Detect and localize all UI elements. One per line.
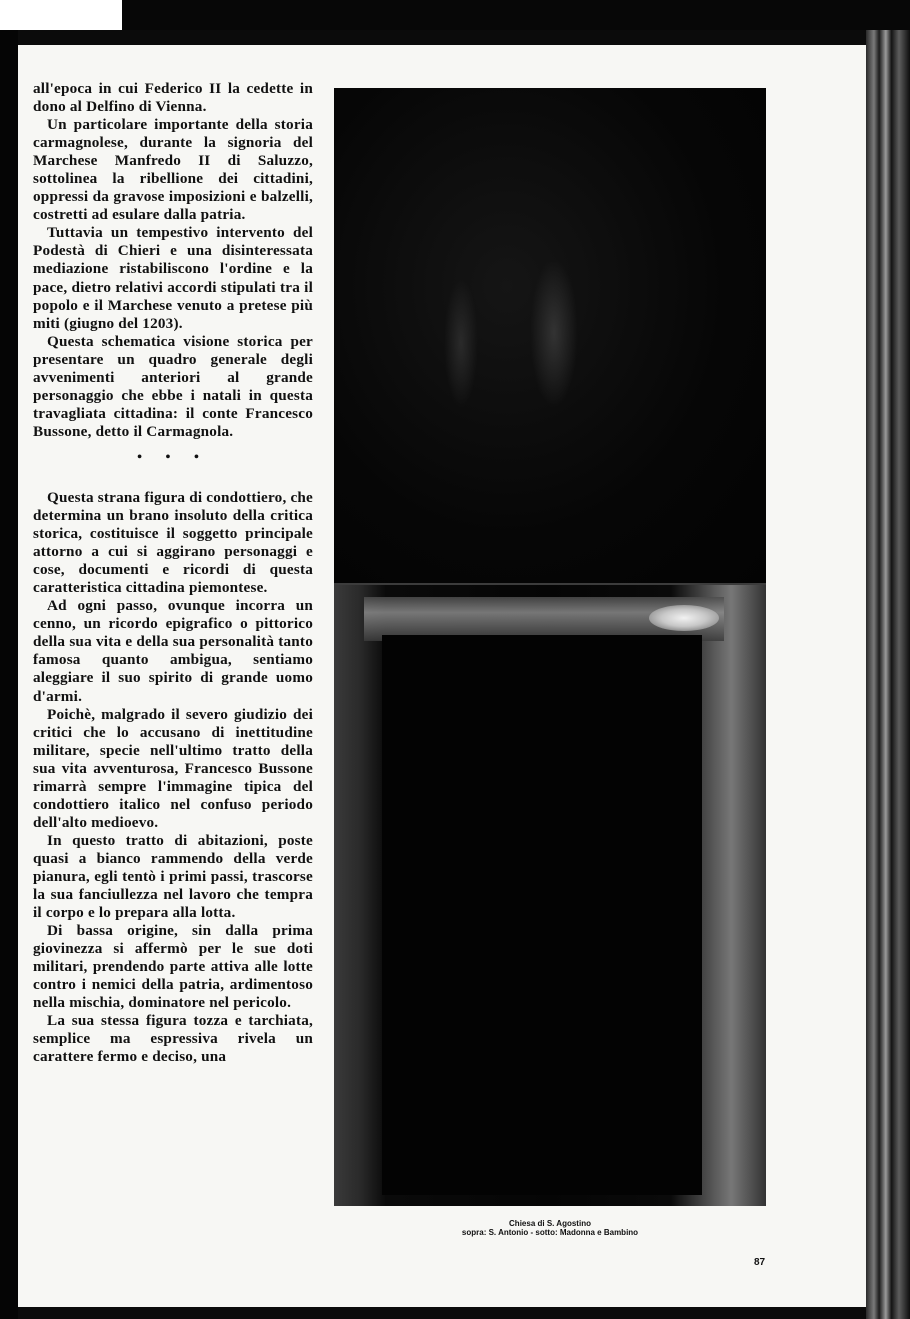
article-paragraph: all'epoca in cui Federico II la cedette in dono al Delfino di Vienna. [33,80,313,116]
scan-margin-white [0,0,122,30]
photo-caption [334,1219,766,1237]
fresco-figure-left [444,278,478,408]
scan-right-edge [866,30,910,1319]
photo-glare [649,605,719,631]
article-paragraph: Questa strana figura di condottiero, che determina un brano insoluto della critica storica, costituisce il soggetto principale attorno a cui si aggirano personaggi e cose, documenti e ricordi di questa caratteristica cittadina piemontese. [33,488,313,597]
fresco-dark-panel [382,635,702,1195]
article-text-column [33,80,313,1066]
section-separator: • • • [137,449,209,465]
article-paragraph: In questo tratto di abitazioni, poste quasi a bianco rammendo della verde pianura, egli tentò i primi passi, trascorse la sua fanciullezza nel lavoro che tempra il corpo e lo prepara alla lotta. [33,831,313,922]
caption-line-1: Chiesa di S. Agostino [509,1219,591,1228]
fresco-saint-antonio [334,88,766,583]
page-number: 87 [754,1257,766,1268]
article-paragraph: Poichè, malgrado il severo giudizio dei critici che lo accusano di inettitudine militare, specie nell'ultimo tratto della sua vita avventurosa, Francesco Bussone rimarrà sempre l'immagine tipica del condottiero italico nel confuso periodo dell'alto medioevo. [33,705,313,831]
article-paragraph: Ad ogni passo, ovunque incorra un cenno, un ricordo epigrafico o pittorico della sua vita e della sua personalità tanto famosa quanto ambigua, sentiamo aleggiare il suo spirito di grande uomo d'armi. [33,597,313,705]
caption-line-2: sopra: S. Antonio - sotto: Madonna e Bambino [461,1228,639,1237]
article-paragraph: Un particolare importante della storia carmagnolese, durante la signoria del Marchese Manfredo II di Saluzzo, sottolinea la ribellione dei cittadini, oppressi da gravose imposizioni e balzelli, costretti ad esulare dalla patria. [33,116,313,224]
article-paragraph: La sua stessa figura tozza e tarchiata, semplice ma espressiva rivela un carattere fermo e deciso, una [33,1012,313,1066]
article-paragraph: Di bassa origine, sin dalla prima giovinezza si affermò per le sue doti militari, prendendo parte attiva alle lotte contro i nemici della patria, ardimentoso nella mischia, dominatore nel pericolo. [33,922,313,1012]
article-paragraph: Questa schematica visione storica per presentare un quadro generale degli avvenimenti anteriori al grande personaggio che ebbe i natali in questa travagliata cittadina: il conte Francesco Bussone, detto il Carmagnola. [33,332,313,440]
article-paragraph: Tuttavia un tempestivo intervento del Podestà di Chieri e una disinteressata mediazione ristabiliscono l'ordine e la pace, dietro relativi accordi stipulati tra il popolo e il Marchese venuto a pretese più miti (giugno del 1203). [33,224,313,332]
church-fresco-photo [334,88,766,1206]
magazine-page [18,45,866,1307]
fresco-figure-right [530,258,578,408]
fresco-madonna-bambino [334,585,766,1206]
scan-top-band [122,0,910,30]
scan-left-edge [0,30,18,1319]
